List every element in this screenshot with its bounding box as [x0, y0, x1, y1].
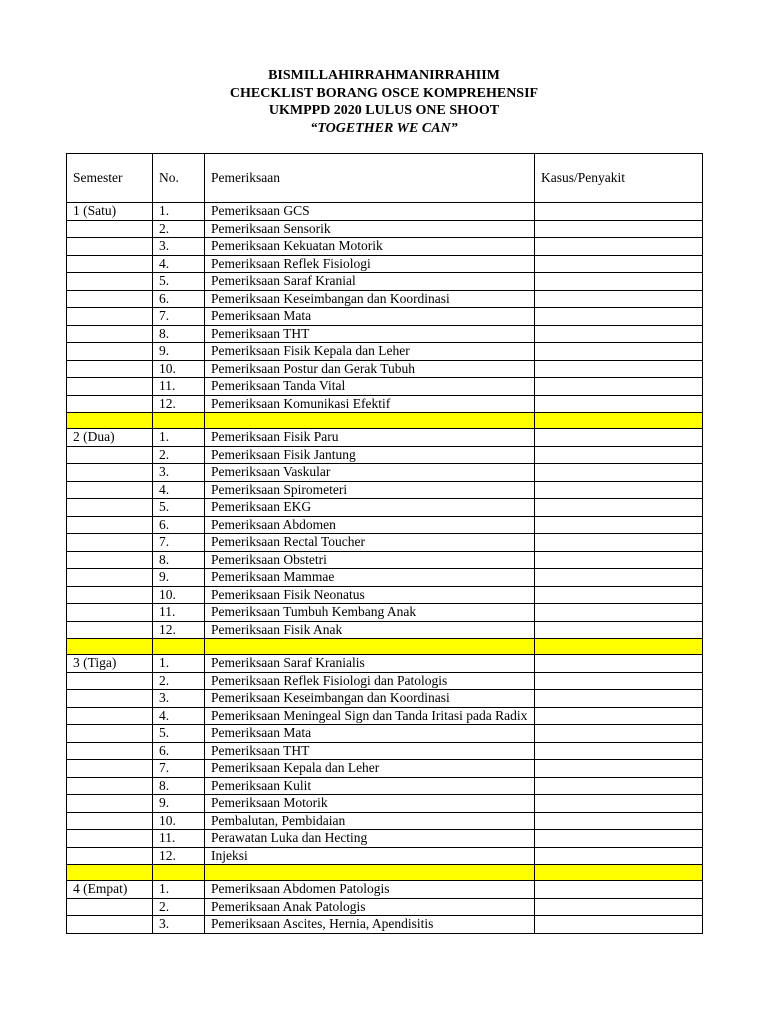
kasus-penyakit-cell: [535, 343, 703, 361]
semester-cell: [67, 830, 153, 848]
table-row: [67, 325, 703, 343]
item-pemeriksaan: Pemeriksaan Fisik Anak: [205, 621, 535, 639]
semester-cell: [67, 569, 153, 587]
item-number: 11.: [153, 378, 205, 396]
separator-cell: [535, 639, 703, 655]
kasus-penyakit-cell: [535, 604, 703, 622]
item-pemeriksaan: Pemeriksaan Meningeal Sign dan Tanda Iritasi pada Radix: [205, 707, 535, 725]
table-row: [67, 847, 703, 865]
item-number: 5.: [153, 499, 205, 517]
item-number: 12.: [153, 395, 205, 413]
separator-cell: [535, 865, 703, 881]
separator-cell: [153, 639, 205, 655]
table-row: [67, 464, 703, 482]
item-pemeriksaan: Pemeriksaan Fisik Kepala dan Leher: [205, 343, 535, 361]
semester-cell: [67, 742, 153, 760]
table-row: [67, 830, 703, 848]
table-row: [67, 446, 703, 464]
item-pemeriksaan: Pemeriksaan Fisik Jantung: [205, 446, 535, 464]
item-number: 12.: [153, 621, 205, 639]
semester-cell: 2 (Dua): [67, 429, 153, 447]
semester-cell: 3 (Tiga): [67, 655, 153, 673]
item-number: 9.: [153, 343, 205, 361]
item-number: 11.: [153, 830, 205, 848]
separator-cell: [67, 413, 153, 429]
kasus-penyakit-cell: [535, 255, 703, 273]
item-pemeriksaan: Pemeriksaan Kepala dan Leher: [205, 760, 535, 778]
table-row: [67, 707, 703, 725]
semester-separator-row: [67, 865, 703, 881]
table-row: [67, 569, 703, 587]
kasus-penyakit-cell: [535, 795, 703, 813]
item-number: 2.: [153, 446, 205, 464]
item-pemeriksaan: Pemeriksaan Abdomen: [205, 516, 535, 534]
kasus-penyakit-cell: [535, 325, 703, 343]
semester-cell: [67, 586, 153, 604]
semester-cell: [67, 464, 153, 482]
kasus-penyakit-cell: [535, 898, 703, 916]
kasus-penyakit-cell: [535, 672, 703, 690]
item-number: 4.: [153, 255, 205, 273]
separator-cell: [153, 413, 205, 429]
semester-cell: [67, 220, 153, 238]
semester-cell: [67, 690, 153, 708]
table-header-row: [67, 154, 703, 203]
kasus-penyakit-cell: [535, 238, 703, 256]
table-row: [67, 395, 703, 413]
semester-cell: [67, 343, 153, 361]
kasus-penyakit-cell: [535, 881, 703, 899]
semester-cell: [67, 725, 153, 743]
kasus-penyakit-cell: [535, 830, 703, 848]
item-number: 7.: [153, 760, 205, 778]
separator-cell: [205, 639, 535, 655]
item-number: 7.: [153, 534, 205, 552]
table-row: [67, 273, 703, 291]
column-header-kasus-penyakit: Kasus/Penyakit: [535, 154, 703, 203]
item-pemeriksaan: Pemeriksaan Fisik Paru: [205, 429, 535, 447]
kasus-penyakit-cell: [535, 378, 703, 396]
kasus-penyakit-cell: [535, 516, 703, 534]
kasus-penyakit-cell: [535, 429, 703, 447]
semester-cell: [67, 255, 153, 273]
item-number: 5.: [153, 725, 205, 743]
item-number: 3.: [153, 690, 205, 708]
table-row: [67, 916, 703, 934]
item-number: 3.: [153, 916, 205, 934]
table-row: [67, 655, 703, 673]
semester-cell: [67, 621, 153, 639]
item-pemeriksaan: Injeksi: [205, 847, 535, 865]
semester-cell: [67, 795, 153, 813]
separator-cell: [205, 413, 535, 429]
item-pemeriksaan: Pemeriksaan Kulit: [205, 777, 535, 795]
separator-cell: [205, 865, 535, 881]
item-pemeriksaan: Pemeriksaan EKG: [205, 499, 535, 517]
table-row: [67, 499, 703, 517]
table-row: [67, 881, 703, 899]
kasus-penyakit-cell: [535, 551, 703, 569]
kasus-penyakit-cell: [535, 655, 703, 673]
header-line-3: UKMPPD 2020 LULUS ONE SHOOT: [268, 103, 500, 118]
kasus-penyakit-cell: [535, 707, 703, 725]
table-row: [67, 360, 703, 378]
header-line-2: CHECKLIST BORANG OSCE KOMPREHENSIF: [229, 85, 539, 101]
kasus-penyakit-cell: [535, 290, 703, 308]
kasus-penyakit-cell: [535, 742, 703, 760]
semester-cell: 1 (Satu): [67, 203, 153, 221]
separator-cell: [153, 865, 205, 881]
item-pemeriksaan: Pemeriksaan Komunikasi Efektif: [205, 395, 535, 413]
item-pemeriksaan: Pemeriksaan Saraf Kranialis: [205, 655, 535, 673]
item-pemeriksaan: Pemeriksaan Rectal Toucher: [205, 534, 535, 552]
table-row: [67, 760, 703, 778]
table-row: [67, 308, 703, 326]
semester-cell: [67, 604, 153, 622]
item-pemeriksaan: Pemeriksaan Motorik: [205, 795, 535, 813]
item-number: 10.: [153, 812, 205, 830]
table-row: [67, 795, 703, 813]
semester-cell: [67, 446, 153, 464]
table-row: [67, 255, 703, 273]
item-pemeriksaan: Pemeriksaan Reflek Fisiologi: [205, 255, 535, 273]
semester-cell: [67, 238, 153, 256]
table-row: [67, 481, 703, 499]
table-row: [67, 777, 703, 795]
semester-cell: [67, 847, 153, 865]
semester-cell: [67, 707, 153, 725]
item-number: 2.: [153, 220, 205, 238]
item-number: 7.: [153, 308, 205, 326]
semester-cell: [67, 898, 153, 916]
item-pemeriksaan: Pemeriksaan Mata: [205, 725, 535, 743]
table-row: [67, 516, 703, 534]
kasus-penyakit-cell: [535, 464, 703, 482]
table-row: [67, 725, 703, 743]
item-pemeriksaan: Pembalutan, Pembidaian: [205, 812, 535, 830]
item-number: 6.: [153, 742, 205, 760]
item-pemeriksaan: Pemeriksaan Ascites, Hernia, Apendisitis: [205, 916, 535, 934]
item-pemeriksaan: Pemeriksaan Vaskular: [205, 464, 535, 482]
item-pemeriksaan: Pemeriksaan Anak Patologis: [205, 898, 535, 916]
item-number: 1.: [153, 655, 205, 673]
item-number: 4.: [153, 707, 205, 725]
item-pemeriksaan: Pemeriksaan Mammae: [205, 569, 535, 587]
item-number: 1.: [153, 203, 205, 221]
separator-cell: [67, 639, 153, 655]
kasus-penyakit-cell: [535, 446, 703, 464]
semester-cell: [67, 308, 153, 326]
semester-separator-row: [67, 639, 703, 655]
kasus-penyakit-cell: [535, 690, 703, 708]
item-pemeriksaan: Pemeriksaan Keseimbangan dan Koordinasi: [205, 690, 535, 708]
item-number: 8.: [153, 325, 205, 343]
item-number: 2.: [153, 898, 205, 916]
item-pemeriksaan: Pemeriksaan Mata: [205, 308, 535, 326]
table-row: [67, 690, 703, 708]
item-pemeriksaan: Pemeriksaan Fisik Neonatus: [205, 586, 535, 604]
header-line-1: BISMILLAHIRRAHMANIRRAHIIM: [268, 68, 500, 83]
kasus-penyakit-cell: [535, 725, 703, 743]
table-row: [67, 551, 703, 569]
item-number: 1.: [153, 881, 205, 899]
item-number: 9.: [153, 569, 205, 587]
item-pemeriksaan: Pemeriksaan Obstetri: [205, 551, 535, 569]
kasus-penyakit-cell: [535, 777, 703, 795]
kasus-penyakit-cell: [535, 203, 703, 221]
semester-cell: [67, 516, 153, 534]
kasus-penyakit-cell: [535, 308, 703, 326]
column-header-no: No.: [153, 154, 205, 203]
table-row: [67, 898, 703, 916]
kasus-penyakit-cell: [535, 273, 703, 291]
item-pemeriksaan: Pemeriksaan Sensorik: [205, 220, 535, 238]
item-number: 6.: [153, 290, 205, 308]
item-number: 8.: [153, 551, 205, 569]
semester-cell: [67, 273, 153, 291]
semester-cell: [67, 499, 153, 517]
semester-cell: [67, 360, 153, 378]
item-pemeriksaan: Pemeriksaan Saraf Kranial: [205, 273, 535, 291]
kasus-penyakit-cell: [535, 916, 703, 934]
checklist-table: [66, 153, 703, 934]
semester-cell: [67, 325, 153, 343]
kasus-penyakit-cell: [535, 360, 703, 378]
column-header-semester: Semester: [67, 154, 153, 203]
table-body: [67, 154, 703, 934]
item-pemeriksaan: Pemeriksaan Kekuatan Motorik: [205, 238, 535, 256]
kasus-penyakit-cell: [535, 621, 703, 639]
kasus-penyakit-cell: [535, 395, 703, 413]
item-pemeriksaan: Pemeriksaan Keseimbangan dan Koordinasi: [205, 290, 535, 308]
item-pemeriksaan: Pemeriksaan THT: [205, 325, 535, 343]
table-row: [67, 290, 703, 308]
semester-cell: [67, 672, 153, 690]
table-row: [67, 812, 703, 830]
separator-cell: [67, 865, 153, 881]
item-pemeriksaan: Pemeriksaan GCS: [205, 203, 535, 221]
item-number: 11.: [153, 604, 205, 622]
semester-separator-row: [67, 413, 703, 429]
item-pemeriksaan: Pemeriksaan Postur dan Gerak Tubuh: [205, 360, 535, 378]
separator-cell: [535, 413, 703, 429]
table-row: [67, 429, 703, 447]
table-row: [67, 238, 703, 256]
item-number: 2.: [153, 672, 205, 690]
semester-cell: [67, 777, 153, 795]
semester-cell: [67, 481, 153, 499]
table-row: [67, 621, 703, 639]
table-row: [67, 343, 703, 361]
semester-cell: [67, 290, 153, 308]
semester-cell: [67, 916, 153, 934]
item-pemeriksaan: Pemeriksaan Spirometeri: [205, 481, 535, 499]
item-number: 3.: [153, 464, 205, 482]
kasus-penyakit-cell: [535, 481, 703, 499]
item-number: 8.: [153, 777, 205, 795]
semester-cell: [67, 395, 153, 413]
table-row: [67, 378, 703, 396]
table-row: [67, 604, 703, 622]
semester-cell: 4 (Empat): [67, 881, 153, 899]
header-motto: “TOGETHER WE CAN”: [310, 120, 458, 136]
item-pemeriksaan: Pemeriksaan Reflek Fisiologi dan Patologis: [205, 672, 535, 690]
item-number: 1.: [153, 429, 205, 447]
semester-cell: [67, 534, 153, 552]
table-row: [67, 672, 703, 690]
table-row: [67, 534, 703, 552]
table-row: [67, 586, 703, 604]
kasus-penyakit-cell: [535, 847, 703, 865]
item-number: 3.: [153, 238, 205, 256]
item-number: 10.: [153, 586, 205, 604]
kasus-penyakit-cell: [535, 499, 703, 517]
kasus-penyakit-cell: [535, 812, 703, 830]
kasus-penyakit-cell: [535, 534, 703, 552]
item-number: 9.: [153, 795, 205, 813]
kasus-penyakit-cell: [535, 569, 703, 587]
item-number: 4.: [153, 481, 205, 499]
semester-cell: [67, 812, 153, 830]
semester-cell: [67, 760, 153, 778]
item-number: 6.: [153, 516, 205, 534]
item-number: 10.: [153, 360, 205, 378]
table-row: [67, 220, 703, 238]
table-row: [67, 742, 703, 760]
kasus-penyakit-cell: [535, 586, 703, 604]
item-number: 12.: [153, 847, 205, 865]
item-pemeriksaan: Perawatan Luka dan Hecting: [205, 830, 535, 848]
column-header-pemeriksaan: Pemeriksaan: [205, 154, 535, 203]
item-number: 5.: [153, 273, 205, 291]
item-pemeriksaan: Pemeriksaan Abdomen Patologis: [205, 881, 535, 899]
table-row: [67, 203, 703, 221]
item-pemeriksaan: Pemeriksaan Tanda Vital: [205, 378, 535, 396]
item-pemeriksaan: Pemeriksaan Tumbuh Kembang Anak: [205, 604, 535, 622]
kasus-penyakit-cell: [535, 760, 703, 778]
semester-cell: [67, 551, 153, 569]
kasus-penyakit-cell: [535, 220, 703, 238]
document-header: [0, 67, 768, 137]
item-pemeriksaan: Pemeriksaan THT: [205, 742, 535, 760]
semester-cell: [67, 378, 153, 396]
